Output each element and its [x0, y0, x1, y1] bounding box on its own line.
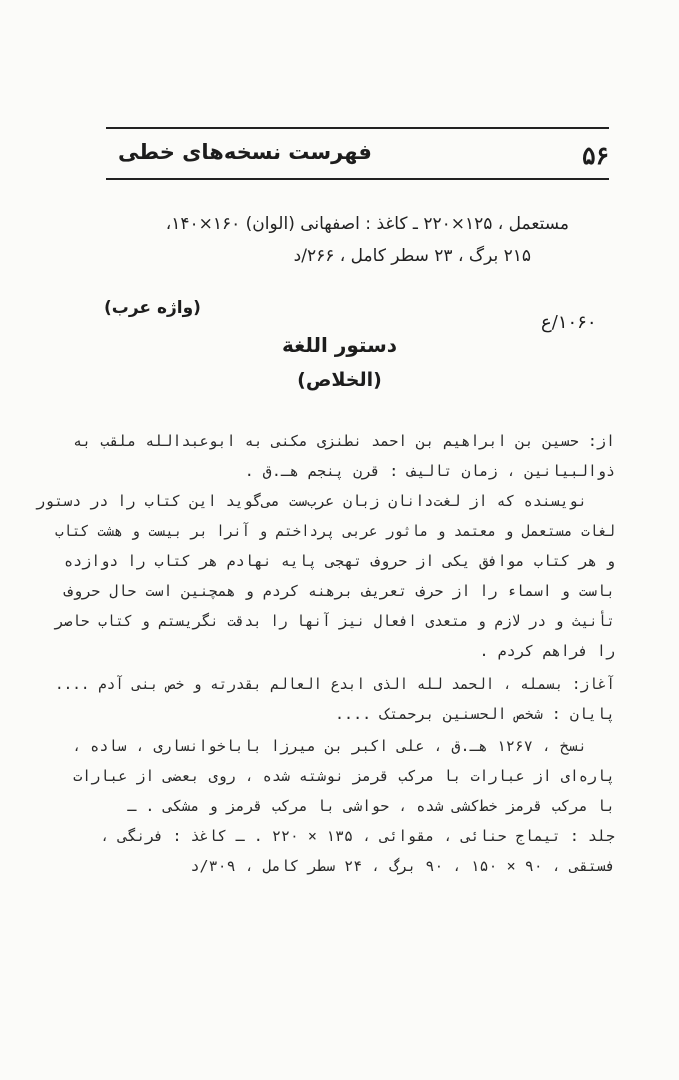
body-line: جلد : تیماج حنائی ، مقوائی ، ۱۳۵ × ۲۲۰ . ـ کاغذ : فرنگی ،	[100, 827, 615, 845]
previous-entry-line-1: مستعمل ، ۱۲۵×۲۲۰ ـ کاغذ : اصفهانی (الوان) ۱۶۰×۱۴۰،	[165, 214, 569, 234]
body-line: نویسنده که از لغت‌دانان زبان عرب‌ست می‌گوید این کتاب را در دستور	[36, 492, 587, 510]
header-top-rule	[106, 127, 609, 129]
body-line: و هر کتاب موافق یکی از حروف تهجی پایه نهادم هر کتاب را دوازده	[64, 552, 615, 570]
running-title: فهرست نسخه‌های خطی	[118, 140, 372, 164]
page-number: ۵۶	[582, 141, 609, 170]
body-line: پاره‌ای از عبارات با مرکب قرمز نوشته شده ، روی بعضی از عبارات	[73, 767, 615, 785]
incipit-line: آغاز: بسمله ، الحمد لله الذی ابدع العالم بقدرته و خص بنی آدم ....	[55, 675, 615, 693]
work-subtitle: (الخلاص)	[297, 369, 382, 391]
body-line: نسخ ، ۱۲۶۷ هـ.ق ، علی اکبر بن میرزا باباخوانساری ، ساده ،	[72, 737, 587, 755]
entry-number: ۱۰۶۰/ع	[541, 312, 597, 333]
language-tag: (واژه عرب)	[104, 298, 201, 318]
body-line: لغات مستعمل و معتمد و ماثور عربی پرداختم و آنرا بر بیست و هشت کتاب	[54, 522, 615, 540]
body-line: باست و اسماء را از حرف تعریف برهنه کردم و همچنین است حال حروف	[64, 582, 615, 600]
body-line: تأنیث و در لازم و متعدی افعال نیز آنها را بدقت نگریستم و کتاب حاصر	[55, 612, 615, 630]
explicit-line: پایان : شخص الحسنین برحمتک ....	[335, 705, 615, 723]
body-line: از: حسین بن ابراهیم بن احمد نطنزی مکنی به ابوعبدالله ملقب به	[73, 432, 615, 450]
body-line: را فراهم کردم .	[479, 642, 615, 660]
previous-entry-line-2: ۲۱۵ برگ ، ۲۳ سطر کامل ، ۲۶۶/د	[293, 246, 531, 266]
body-line: ذوالبیانین ، زمان تالیف : قرن پنجم هـ.ق .	[244, 462, 615, 480]
body-line: فستقی ، ۹۰ × ۱۵۰ ، ۹۰ برگ ، ۲۴ سطر کامل ، ۳۰۹/د	[190, 857, 615, 875]
header-bottom-rule	[106, 178, 609, 180]
work-title: دستور اللغة	[281, 333, 398, 357]
body-line: با مرکب قرمز خط‌کشی شده ، حواشی با مرکب قرمز و مشکی . ـ	[127, 797, 615, 815]
